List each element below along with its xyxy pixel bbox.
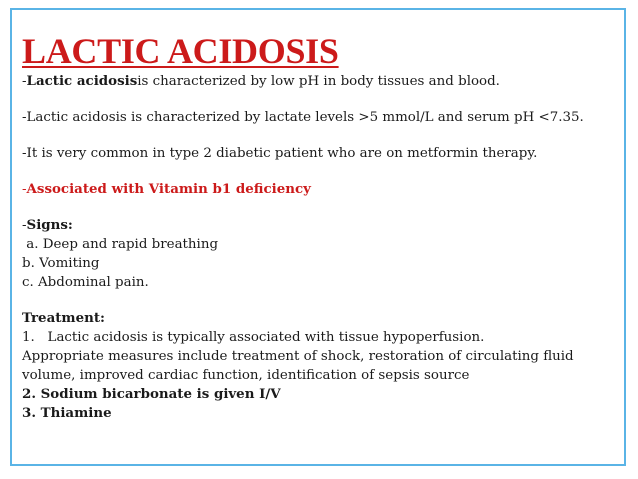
treatment-label: Treatment:	[22, 310, 105, 326]
thiamine-text: 3. Thiamine	[22, 405, 112, 421]
slide	[10, 8, 626, 466]
sign-item: c. Abdominal pain.	[22, 275, 149, 290]
vitamin-b1-line	[22, 180, 618, 199]
sign-item: b. Vomiting	[22, 256, 100, 271]
dash: -	[22, 74, 27, 89]
signs-heading	[22, 216, 618, 235]
definition-line	[22, 72, 618, 91]
treatment-item-1: 1. Lactic acidosis is typically associated with tissue hypoperfusion.	[22, 330, 485, 345]
term-lactic-acidosis: Lactic acidosis	[26, 73, 138, 89]
definition-text: is characterized by low pH in body tissues and blood.	[137, 74, 500, 89]
vitamin-b1-text: Associated with Vitamin b1 deficiency	[26, 181, 311, 197]
sign-item: a. Deep and rapid breathing	[22, 237, 219, 252]
slide-body	[22, 72, 618, 423]
dash: -	[22, 182, 27, 197]
treatment-measures: Appropriate measures include treatment of shock, restoration of circulating fluid volume, improved cardiac function, identification of sepsis source	[22, 349, 574, 383]
treatment-heading	[22, 309, 618, 328]
signs-label: Signs:	[26, 217, 73, 233]
dash: -	[22, 218, 27, 233]
sodium-bicarbonate-text: 2. Sodium bicarbonate is given I/V	[22, 386, 281, 402]
lactate-levels-line: -Lactic acidosis is characterized by lactate levels >5 mmol/L and serum pH <7.35.	[22, 110, 584, 125]
treatment-item-3	[22, 404, 618, 423]
slide-title: LACTIC ACIDOSIS	[22, 31, 339, 71]
treatment-item-2	[22, 385, 618, 404]
metformin-line: -It is very common in type 2 diabetic patient who are on metformin therapy.	[22, 146, 538, 161]
